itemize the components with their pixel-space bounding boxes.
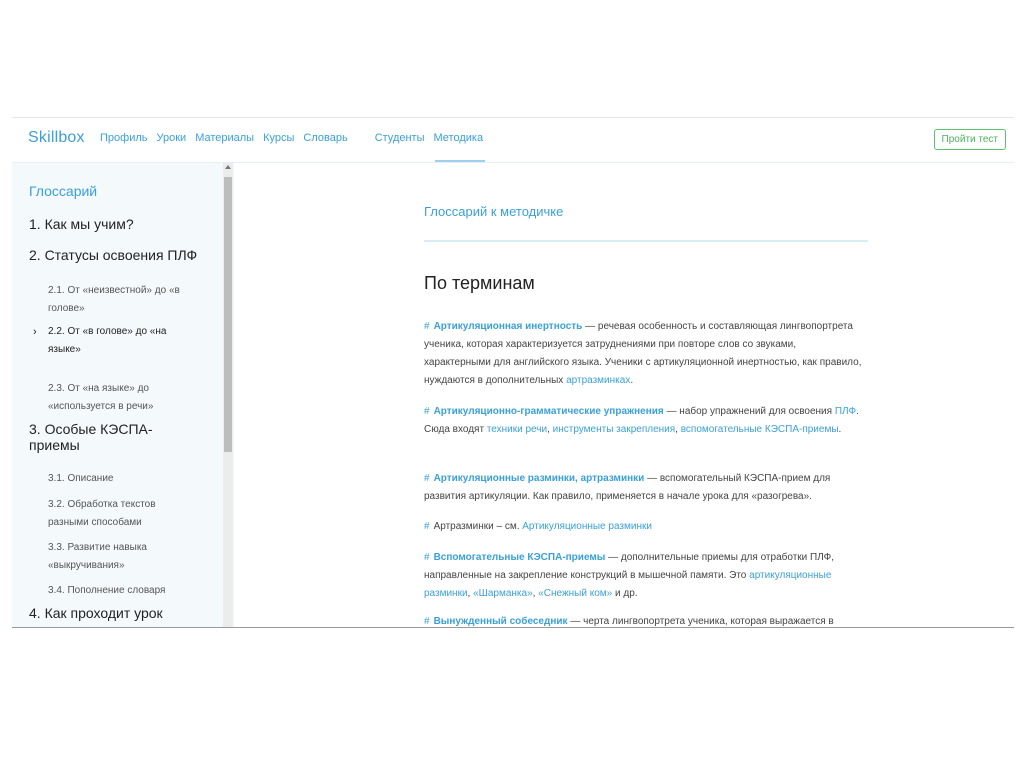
text: , [547, 424, 553, 435]
sidebar-item-3[interactable]: 3. Особые КЭСПА-приемы [29, 421, 153, 453]
chevron-right-icon: › [33, 326, 37, 338]
sidebar-item-3-4[interactable]: 3.4. Пополнение словаря [48, 585, 166, 596]
term-definition: — набор упражнений для освоения [663, 406, 835, 417]
main-nav [100, 132, 492, 144]
sidebar-item-2-2[interactable] [33, 323, 198, 359]
glossary-entry [424, 403, 864, 439]
term-link[interactable]: Артикуляционные разминки, артразминки [433, 473, 645, 484]
hash-icon: # [424, 521, 430, 532]
nav-methodology[interactable]: Методика [433, 132, 484, 144]
section-heading: По терминам [424, 273, 535, 293]
text: . Сюда входят [424, 406, 859, 435]
sidebar-item-2-1[interactable]: 2.1. От «неизвестной» до «в голове» [48, 285, 180, 314]
sidebar-item-3-1[interactable]: 3.1. Описание [48, 473, 114, 484]
take-test-button[interactable]: Пройти тест [934, 129, 1006, 150]
scrollbar-thumb[interactable] [224, 177, 232, 452]
glossary-entry [424, 470, 864, 506]
hash-icon: # [424, 321, 430, 332]
nav-active-indicator [435, 160, 485, 162]
sidebar-item-2[interactable]: 2. Статусы освоения ПЛФ [29, 247, 198, 263]
text: , [675, 424, 681, 435]
definition-link[interactable]: артикуляционные разминки [424, 570, 832, 599]
app-frame [12, 117, 1014, 628]
main-content [234, 163, 1014, 627]
glossary-entry [424, 613, 864, 627]
text: , [532, 588, 539, 599]
text: , [467, 588, 474, 599]
punctuation: . [630, 375, 634, 386]
sidebar-item-2-2-label: 2.2. От «в голове» до «на языке» [48, 326, 167, 355]
term-definition: Артразминки – см. [433, 521, 523, 532]
definition-link[interactable]: «Снежный ком» [538, 588, 613, 599]
glossary-entry [424, 518, 864, 536]
sidebar-item-2-3[interactable]: 2.3. От «на языке» до «используется в речи» [48, 383, 154, 412]
term-definition: — черта лингвопортрета ученика, которая выражается в [567, 616, 834, 627]
skillbox-logo[interactable]: Skillbox [28, 129, 85, 146]
nav-profile[interactable]: Профиль [100, 132, 148, 144]
definition-link[interactable]: «Шарманка» [473, 588, 533, 599]
sidebar-item-3-2[interactable]: 3.2. Обработка текстов разными способами [48, 499, 156, 528]
hash-icon: # [424, 552, 430, 563]
definition-link[interactable]: вспомогательные КЭСПА-приемы [680, 424, 839, 435]
sidebar-scrollbar[interactable] [223, 163, 233, 627]
sidebar-item-3-3[interactable]: 3.3. Развитие навыка «выкручивания» [48, 542, 147, 571]
term-link[interactable]: Вспомогательные КЭСПА-приемы [433, 552, 606, 563]
definition-link[interactable]: Артикуляционные разминки [522, 521, 652, 532]
scroll-up-arrow-icon[interactable] [225, 165, 231, 169]
nav-courses[interactable]: Курсы [263, 132, 295, 144]
page-title: Глоссарий к методичке [424, 204, 564, 219]
top-header [12, 118, 1014, 163]
definition-link[interactable]: инструменты закрепления [552, 424, 676, 435]
definition-link[interactable]: ПЛФ [834, 406, 857, 417]
glossary-entry [424, 318, 864, 390]
title-divider [424, 240, 868, 242]
term-link[interactable]: Артикуляционная инертность [433, 321, 583, 332]
term-definition: — речевая особенность и составляющая лингвопортрета ученика, которая характеризуется затруднениями при повторе слов со звуками, характерными для английского языка. Ученики с артикуляционной инертностью, как правило, нуждаются в дополнительных [424, 321, 862, 386]
sidebar [12, 163, 235, 627]
sidebar-item-4[interactable]: 4. Как проходит урок [29, 605, 163, 621]
nav-materials[interactable]: Материалы [195, 132, 255, 144]
sidebar-title[interactable]: Глоссарий [29, 183, 98, 199]
definition-link[interactable]: артразминках [566, 375, 631, 386]
hash-icon: # [424, 473, 430, 484]
term-link[interactable]: Вынужденный собеседник [433, 616, 568, 627]
term-link[interactable]: Артикуляционно-грамматические упражнения [433, 406, 664, 417]
nav-lessons[interactable]: Уроки [156, 132, 187, 144]
punctuation: . [838, 424, 842, 435]
definition-link[interactable]: техники речи [486, 424, 548, 435]
hash-icon: # [424, 616, 430, 627]
nav-students[interactable]: Студенты [374, 132, 425, 144]
nav-dictionary[interactable]: Словарь [303, 132, 348, 144]
text: и др. [612, 588, 638, 599]
term-definition: — вспомогательный КЭСПА-прием для развития артикуляции. Как правило, применяется в начале урока для «разогрева». [424, 473, 831, 502]
hash-icon: # [424, 406, 430, 417]
term-definition: — дополнительные приемы для отработки ПЛФ, направленные на закрепление конструкций в мышечной памяти. Это [424, 552, 835, 581]
glossary-entry [424, 549, 864, 603]
sidebar-item-1[interactable]: 1. Как мы учим? [29, 216, 134, 232]
